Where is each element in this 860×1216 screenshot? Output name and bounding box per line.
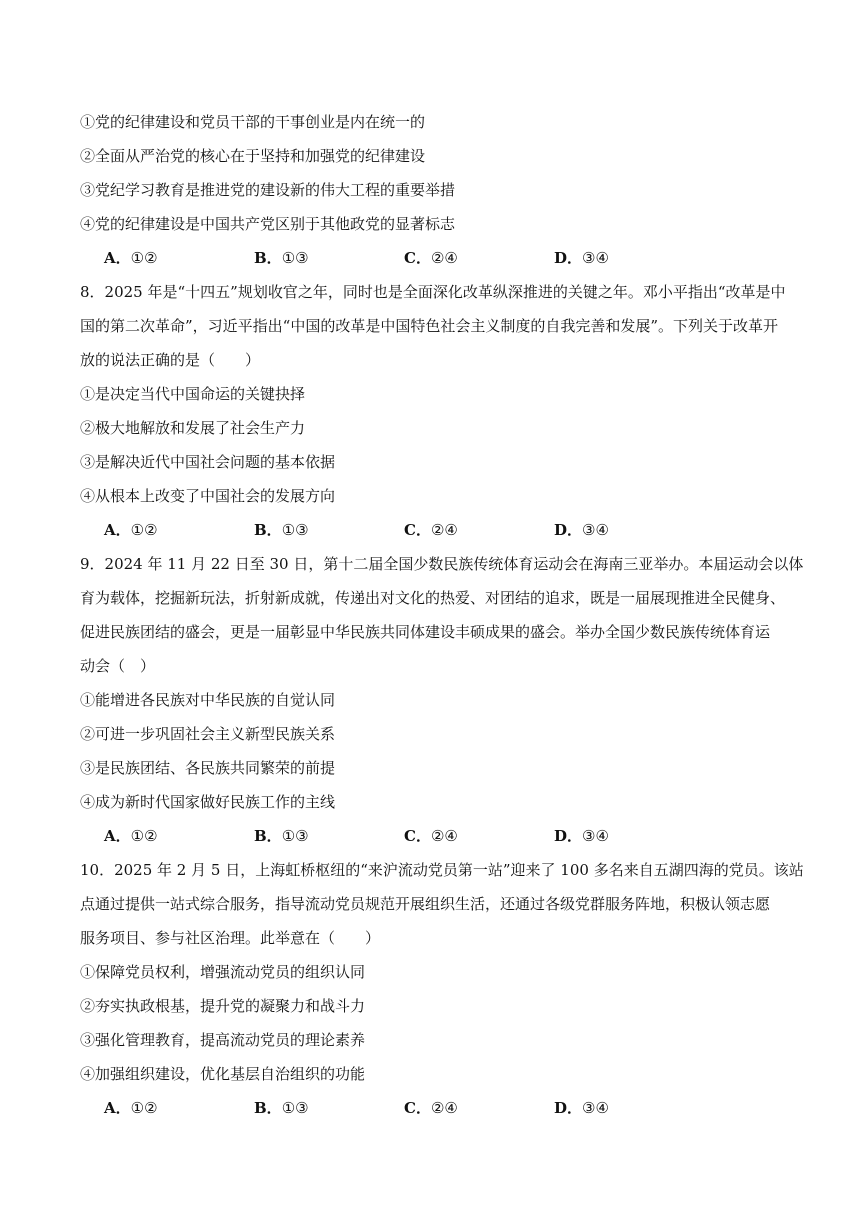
q9-stem-line-4: 动会（ ） <box>80 657 156 675</box>
q8-item-3: ③是解决近代中国社会问题的基本依据 <box>80 453 336 471</box>
q7-option-c[interactable]: C．②④ <box>404 249 458 267</box>
q10-item-4: ④加强组织建设，优化基层自治组织的功能 <box>80 1065 366 1083</box>
q8-option-c[interactable]: C．②④ <box>404 521 458 539</box>
q8-option-b[interactable]: B．①③ <box>254 521 309 539</box>
q8-stem-line-3: 放的说法正确的是（ ） <box>80 351 261 369</box>
q8-stem-line-2: 国的第二次革命”，习近平指出“中国的改革是中国特色社会主义制度的自我完善和发展”。下列关于改革开 <box>80 317 779 335</box>
q9-stem-line-2: 育为载体，挖掘新玩法，折射新成就，传递出对文化的热爱、对团结的追求，既是一届展现推进全民健身、 <box>80 589 786 607</box>
q8-options <box>104 520 704 540</box>
q9-option-d[interactable]: D．③④ <box>554 827 609 845</box>
q9-options <box>104 826 704 846</box>
q9-item-4: ④成为新时代国家做好民族工作的主线 <box>80 793 336 811</box>
q9-stem-line-1: 9．2024 年 11 月 22 日至 30 日，第十二届全国少数民族传统体育运动会在海南三亚举办。本届运动会以体 <box>80 555 804 573</box>
q9-stem-line-3: 促进民族团结的盛会，更是一届彰显中华民族共同体建设丰硕成果的盛会。举办全国少数民族传统体育运 <box>80 623 771 641</box>
q7-option-a[interactable]: A．①② <box>104 249 158 267</box>
q10-option-d[interactable]: D．③④ <box>554 1099 609 1117</box>
q10-stem-line-3: 服务项目、参与社区治理。此举意在（ ） <box>80 929 381 947</box>
q7-item-1: ①党的纪律建设和党员干部的干事创业是内在统一的 <box>80 113 426 131</box>
q8-item-4: ④从根本上改变了中国社会的发展方向 <box>80 487 336 505</box>
q9-option-a[interactable]: A．①② <box>104 827 158 845</box>
q9-item-3: ③是民族团结、各民族共同繁荣的前提 <box>80 759 336 777</box>
q8-option-a[interactable]: A．①② <box>104 521 158 539</box>
q9-item-2: ②可进一步巩固社会主义新型民族关系 <box>80 725 336 743</box>
q7-options <box>104 248 704 268</box>
q10-option-b[interactable]: B．①③ <box>254 1099 309 1117</box>
q7-option-d[interactable]: D．③④ <box>554 249 609 267</box>
q10-options <box>104 1098 704 1118</box>
q7-option-b[interactable]: B．①③ <box>254 249 309 267</box>
q10-item-2: ②夯实执政根基，提升党的凝聚力和战斗力 <box>80 997 366 1015</box>
q9-item-1: ①能增进各民族对中华民族的自觉认同 <box>80 691 336 709</box>
q9-option-c[interactable]: C．②④ <box>404 827 458 845</box>
q9-option-b[interactable]: B．①③ <box>254 827 309 845</box>
q8-option-d[interactable]: D．③④ <box>554 521 609 539</box>
q7-item-3: ③党纪学习教育是推进党的建设新的伟大工程的重要举措 <box>80 181 456 199</box>
q7-item-2: ②全面从严治党的核心在于坚持和加强党的纪律建设 <box>80 147 426 165</box>
q7-item-4: ④党的纪律建设是中国共产党区别于其他政党的显著标志 <box>80 215 456 233</box>
q10-stem-line-1: 10．2025 年 2 月 5 日，上海虹桥枢纽的“来沪流动党员第一站”迎来了 100 多名来自五湖四海的党员。该站 <box>80 861 804 879</box>
q10-option-a[interactable]: A．①② <box>104 1099 158 1117</box>
q8-item-2: ②极大地解放和发展了社会生产力 <box>80 419 306 437</box>
q8-item-1: ①是决定当代中国命运的关键抉择 <box>80 385 306 403</box>
q10-stem-line-2: 点通过提供一站式综合服务，指导流动党员规范开展组织生活，还通过各级党群服务阵地，积极认领志愿 <box>80 895 771 913</box>
q10-item-1: ①保障党员权利，增强流动党员的组织认同 <box>80 963 366 981</box>
q10-item-3: ③强化管理教育，提高流动党员的理论素养 <box>80 1031 366 1049</box>
q8-stem-line-1: 8．2025 年是“十四五”规划收官之年，同时也是全面深化改革纵深推进的关键之年。邓小平指出“改革是中 <box>80 283 786 301</box>
q10-option-c[interactable]: C．②④ <box>404 1099 458 1117</box>
